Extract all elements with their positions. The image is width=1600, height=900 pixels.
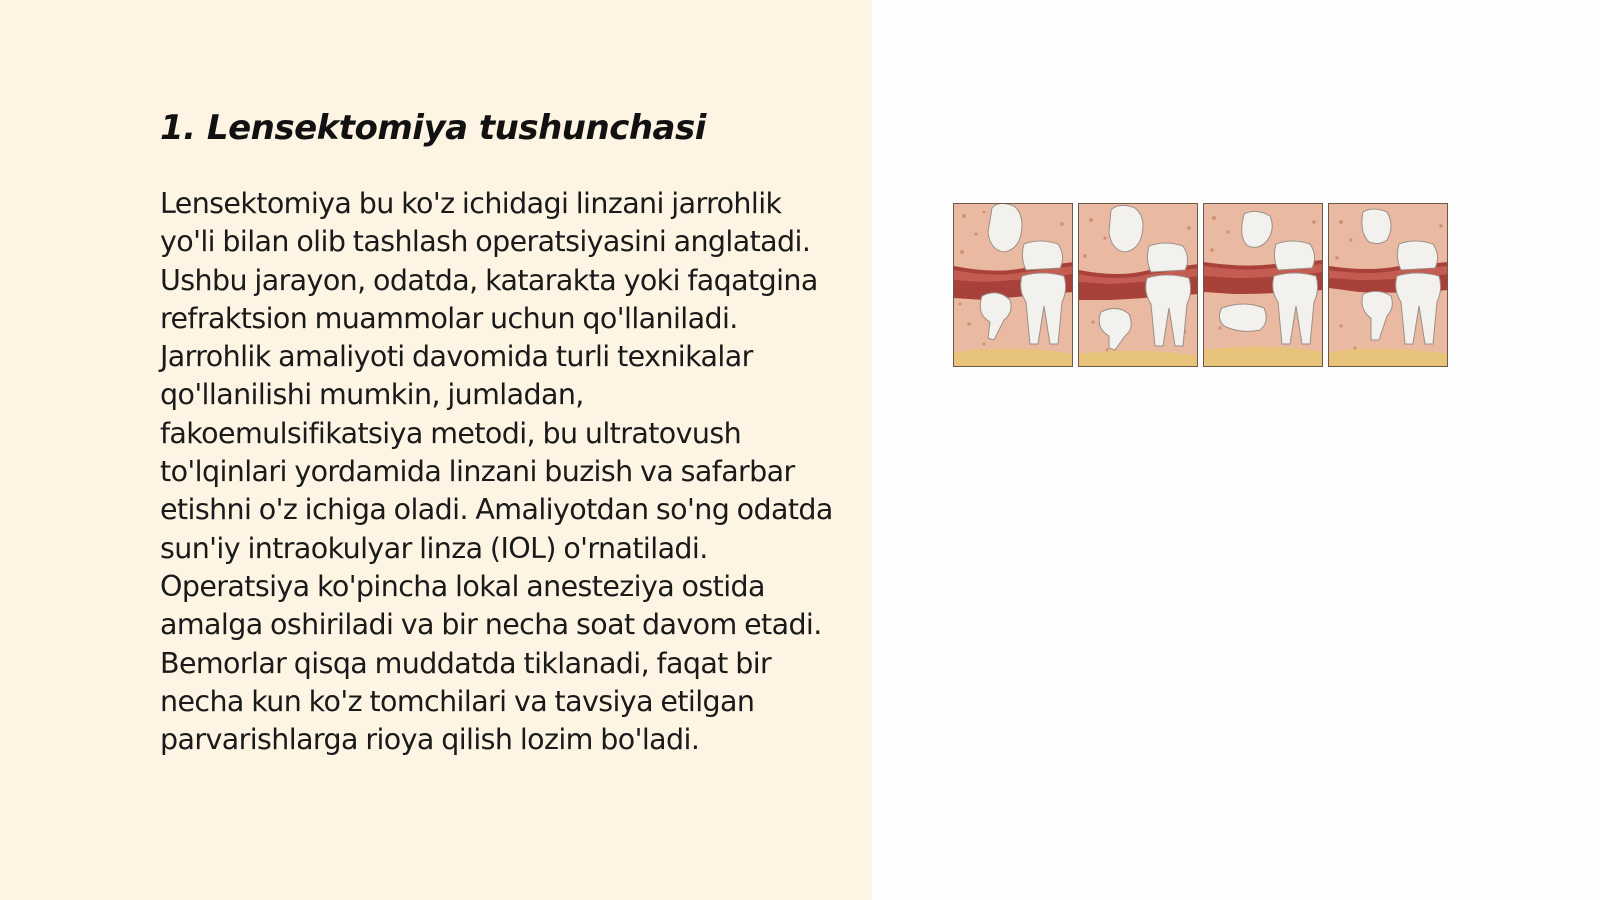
- illustration-panel-4: [1328, 203, 1448, 367]
- illustration-panel-3: [1203, 203, 1323, 367]
- slide-title: 1. Lensektomiya tushunchasi: [160, 108, 706, 148]
- tooth-illustration: [953, 203, 1448, 367]
- illustration-panel-1: [953, 203, 1073, 367]
- image-panel: [872, 0, 1600, 900]
- slide-body-text: Lensektomiya bu ko'z ichidagi linzani jarrohlik yo'li bilan olib tashlash operatsiyasini anglatadi. Ushbu jarayon, odatda, katarakta yoki faqatgina refraktsion muammolar uchun qo'llaniladi. Jarrohlik amaliyoti davomida turli texnikalar qo'llanilishi mumkin, jumladan, fakoemulsifikatsiya metodi, bu ultratovush to'lqinlari yordamida linzani buzish va safarbar etishni o'z ichiga oladi. Amaliyotdan so'ng odatda sun'iy intraokulyar linza (IOL) o'rnatiladi. Operatsiya ko'pincha lokal anesteziya ostida amalga oshiriladi va bir necha soat davom etadi. Bemorlar qisqa muddatda tiklanadi, faqat bir necha kun ko'z tomchilari va tavsiya etilgan parvarishlarga rioya qilish lozim bo'ladi.: [160, 187, 833, 757]
- illustration-panel-2: [1078, 203, 1198, 367]
